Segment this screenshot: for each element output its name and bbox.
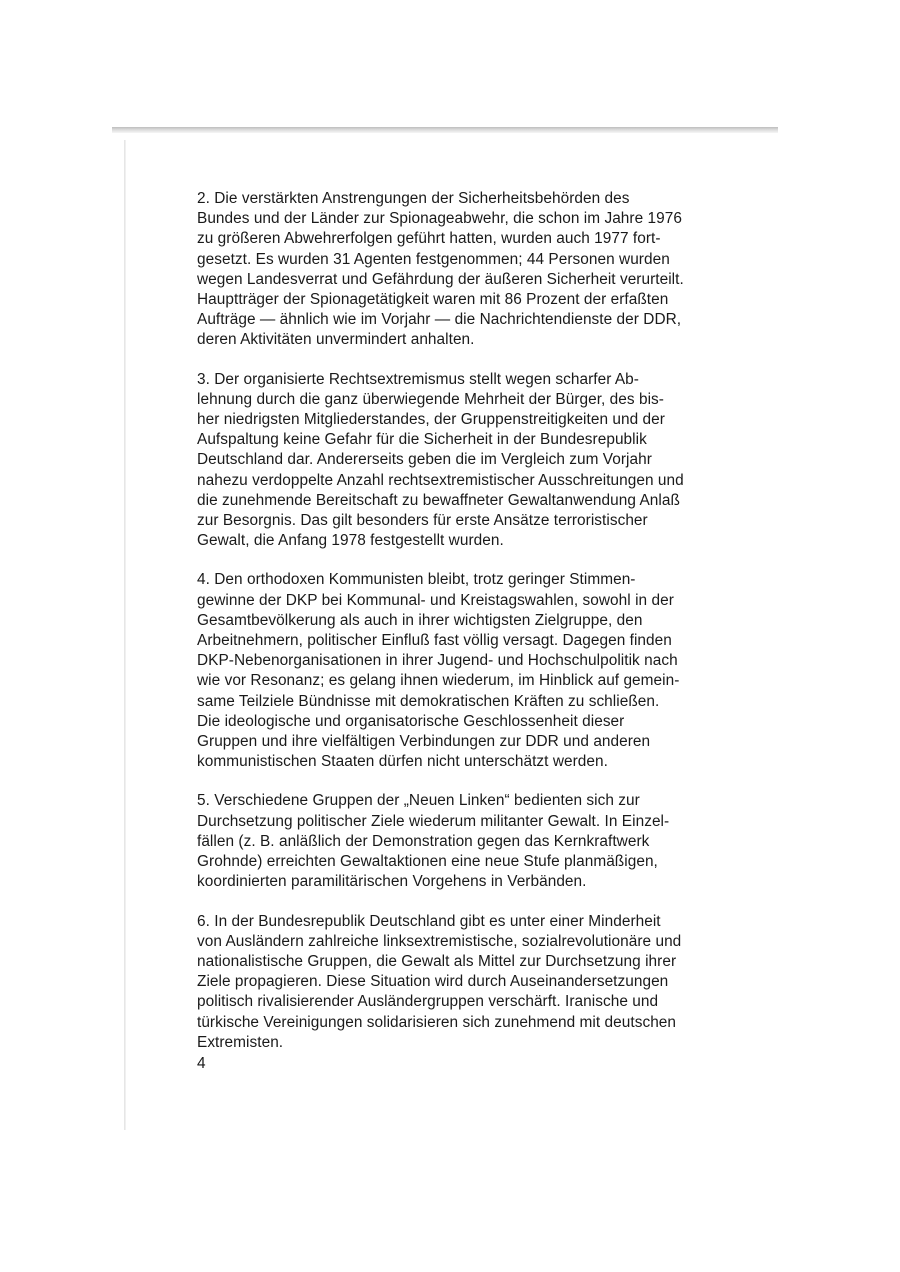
paragraph-2: 2. Die verstärkten Anstrengungen der Sicherheitsbehörden des Bundes und der Länder zur Spionageabwehr, die schon im Jahre 1976 zu größeren Abwehrerfolgen geführt hatten, wurden auch 1977 fort- gesetzt. Es wurden 31 Agenten festgenommen; 44 Personen wurden wegen Landesverrat und Gefährdung der äußeren Sicherheit verurteilt. Hauptträger der Spionagetätigkeit waren mit 86 Prozent der erfaßten Aufträge — ähnlich wie im Vorjahr — die Nachrichtendienste der DDR, deren Aktivitäten unvermindert anhalten.: [197, 190, 684, 349]
paragraph-3: 3. Der organisierte Rechtsextremismus stellt wegen scharfer Ab- lehnung durch die ganz überwiegende Mehrheit der Bürger, des bis- her niedrigsten Mitgliederstandes, der Gruppenstreitigkeiten und der Aufspaltung keine Gefahr für die Sicherheit in der Bundesrepublik Deutschland dar. Andererseits geben die im Vergleich zum Vorjahr nahezu verdoppelte Anzahl rechtsextremistischer Ausschreitungen und die zunehmende Bereitschaft zu bewaffneter Gewaltanwendung Anlaß zur Besorgnis. Das gilt besonders für erste Ansätze terroristischer Gewalt, die Anfang 1978 festgestellt wurden.: [197, 370, 684, 550]
paragraph-5: 5. Verschiedene Gruppen der „Neuen Linken“ bedienten sich zur Durchsetzung politischer Ziele wiederum militanter Gewalt. In Einzel- fällen (z. B. anläßlich der Demonstration gegen das Kernkraftwerk Grohnde) erreichten Gewaltaktionen eine neue Stufe planmäßigen, koordinierten paramilitärischen Vorgehens in Verbänden.: [197, 792, 670, 891]
document-body: [197, 189, 717, 1072]
paragraph-4: 4. Den orthodoxen Kommunisten bleibt, trotz geringer Stimmen- gewinne der DKP bei Kommunal- und Kreistagswahlen, sowohl in der Gesamtbevölkerung als auch in ihrer wichtigsten Zielgruppe, den Arbeitnehmern, politischer Einfluß fast völlig versagt. Dagegen finden DKP-Nebenorganisationen in ihrer Jugend- und Hochschulpolitik nach wie vor Resonanz; es gelang ihnen wiederum, im Hinblick auf gemein- same Teilziele Bündnisse mit demokratischen Kräften zu schließen. Die ideologische und organisatorische Geschlossenheit dieser Gruppen und ihre vielfältigen Verbindungen zur DDR und anderen kommunistischen Staaten dürfen nicht unterschätzt werden.: [197, 571, 680, 771]
scan-top-edge: [112, 127, 778, 133]
page-number: 4: [197, 1055, 206, 1072]
scan-left-edge: [124, 140, 126, 1130]
paragraph-6: 6. In der Bundesrepublik Deutschland gibt es unter einer Minderheit von Ausländern zahlreiche linksextremistische, sozialrevolutionäre und nationalistische Gruppen, die Gewalt als Mittel zur Durchsetzung ihrer Ziele propagieren. Diese Situation wird durch Auseinandersetzungen politisch rivalisierender Ausländergruppen verschärft. Iranische und türkische Vereinigungen solidarisieren sich zunehmend mit deutschen Extremisten.: [197, 912, 682, 1051]
